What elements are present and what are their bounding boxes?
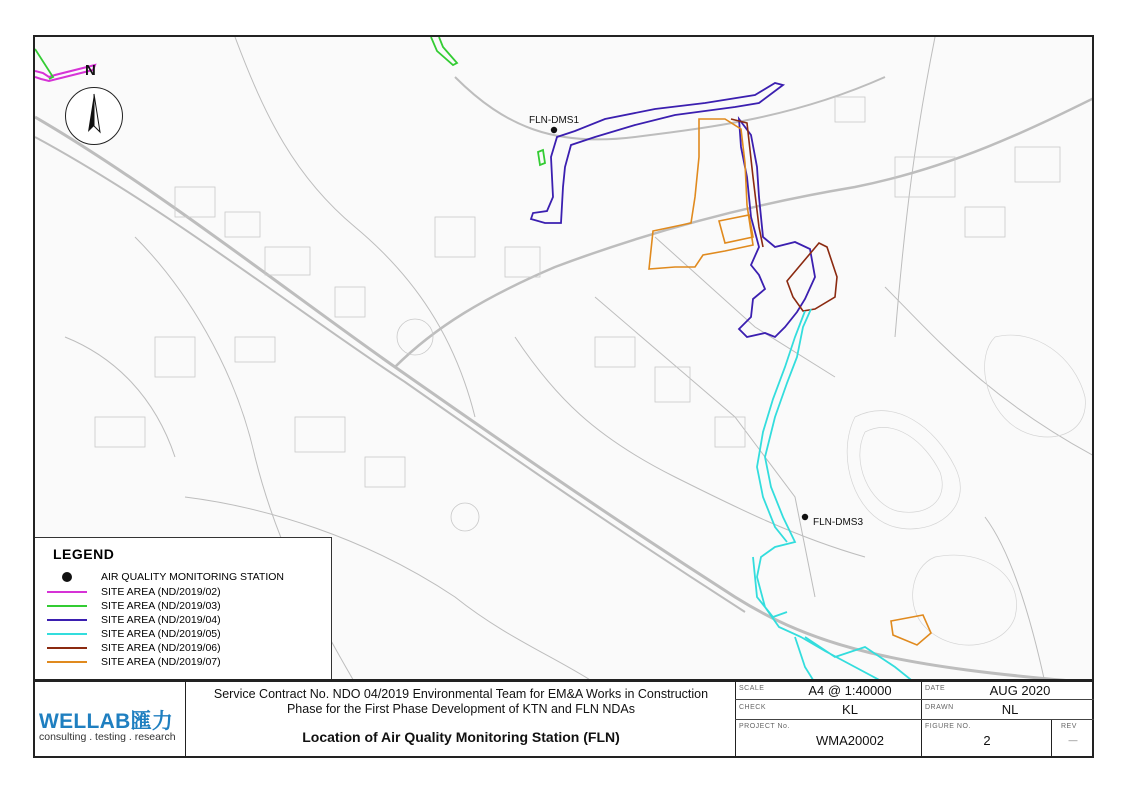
contours [847,335,1085,645]
legend [35,537,332,681]
legend-swatch [47,605,87,607]
check-label: CHECK [739,704,767,711]
contract-line-1: Service Contract No. NDO 04/2019 Environmental Team for EM&A Works in Construction [213,687,709,701]
contract-line-2: Phase for the First Phase Development of KTN and FLN NDAs [286,702,636,716]
legend-item-04 [47,613,221,627]
figure-value: 2 [983,733,991,748]
legend-item-02 [47,585,221,599]
legend-label: SITE AREA (ND/2019/05) [101,628,221,640]
station-label-fln-dms1: FLN-DMS1 [529,115,580,126]
date-label: DATE [925,685,946,692]
scale-value: A4 @ 1:40000 [808,683,892,698]
site-area-nd-2019-05 [753,309,915,681]
legend-label: SITE AREA (ND/2019/07) [101,656,221,668]
station-fln-dms1-marker [551,127,557,133]
building-blocks [95,97,1060,531]
legend-item-07 [47,655,221,669]
legend-label: SITE AREA (ND/2019/04) [101,614,221,626]
rev-label: REV [1061,723,1077,730]
drawing-title: Location of Air Quality Monitoring Station (FLN) [302,729,620,745]
logo-cjk: 匯力 [130,710,174,733]
legend-item-station [47,570,284,584]
scale-label: SCALE [739,685,765,692]
legend-item-03 [47,599,221,613]
title-block [33,681,1094,758]
north-label: N [85,62,96,79]
rev-value: — [1068,735,1078,745]
logo-tagline: consulting . testing . research [39,731,176,743]
legend-title: LEGEND [53,546,115,562]
north-arrow [65,87,123,145]
figure-label: FIGURE NO. [925,723,971,730]
legend-swatch [47,619,87,621]
legend-item-05 [47,627,221,641]
station-dot-icon [47,572,87,582]
legend-label: SITE AREA (ND/2019/03) [101,600,221,612]
check-value: KL [842,702,858,717]
logo-name: WELLAB [39,710,131,733]
project-label: PROJECT No. [739,723,790,730]
legend-swatch [47,633,87,635]
project-value: WMA20002 [816,733,884,748]
legend-label: AIR QUALITY MONITORING STATION [101,571,284,583]
legend-label: SITE AREA (ND/2019/06) [101,642,221,654]
date-value: AUG 2020 [989,683,1051,698]
north-arrow-icon [66,88,122,144]
station-fln-dms3-marker [802,514,808,520]
legend-item-06 [47,641,221,655]
legend-label: SITE AREA (ND/2019/02) [101,586,221,598]
station-label-fln-dms3: FLN-DMS3 [813,517,864,528]
drawn-value: NL [1001,702,1019,717]
drawn-label: DRAWN [925,704,954,711]
contract-description [187,687,735,717]
legend-swatch [47,661,87,663]
legend-swatch [47,647,87,649]
legend-swatch [47,591,87,593]
map-frame [33,35,1094,681]
